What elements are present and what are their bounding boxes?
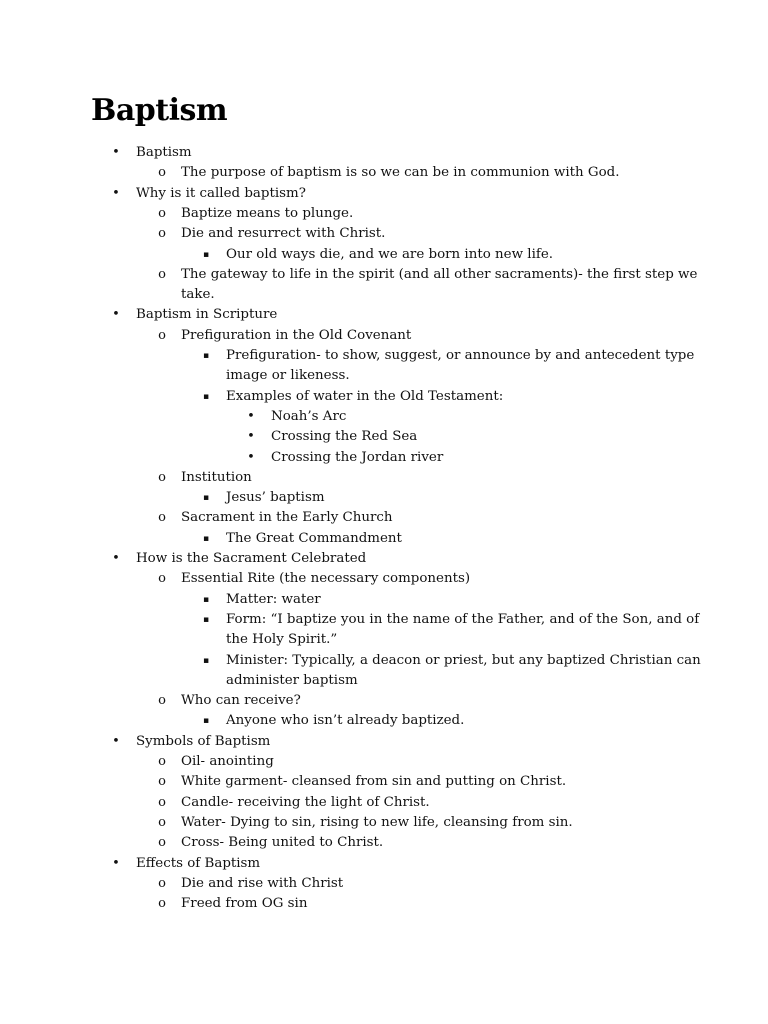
list-item: Essential Rite (the necessary components) — [181, 571, 471, 586]
bullet-marker-level-3: ▪ — [202, 595, 210, 605]
list-item: Jesus’ baptism — [226, 490, 325, 505]
list-item: White garment- cleansed from sin and putting on Christ. — [181, 774, 567, 789]
list-item-continuation: image or likeness. — [226, 368, 350, 383]
list-item: Our old ways die, and we are born into new life. — [226, 247, 553, 262]
page-title: Baptism — [91, 93, 228, 128]
bullet-marker-level-3: ▪ — [202, 656, 210, 666]
bullet-marker-level-3: ▪ — [202, 615, 210, 625]
bullet-marker-level-3: ▪ — [202, 392, 210, 402]
list-item: Die and rise with Christ — [181, 876, 344, 891]
bullet-marker-level-2: o — [158, 774, 166, 789]
bullet-marker-level-3: ▪ — [202, 716, 210, 726]
list-item: Baptism in Scripture — [136, 307, 278, 322]
list-item: Anyone who isn’t already baptized. — [226, 713, 465, 728]
bullet-marker-level-2: o — [158, 754, 166, 769]
bullet-marker-level-4: • — [247, 409, 255, 424]
bullet-marker-level-3: ▪ — [202, 351, 210, 361]
bullet-marker-level-1: • — [112, 307, 120, 322]
list-item: Oil- anointing — [181, 754, 274, 769]
bullet-marker-level-2: o — [158, 693, 166, 708]
bullet-marker-level-2: o — [158, 267, 166, 282]
list-item: Crossing the Red Sea — [271, 429, 418, 444]
bullet-marker-level-2: o — [158, 328, 166, 343]
list-item-continuation: the Holy Spirit.” — [226, 632, 338, 647]
list-item: Baptism — [136, 145, 192, 160]
list-item: The gateway to life in the spirit (and all other sacraments)- the first step we — [181, 267, 698, 282]
bullet-marker-level-2: o — [158, 815, 166, 830]
list-item: Effects of Baptism — [136, 856, 261, 871]
bullet-marker-level-1: • — [112, 734, 120, 749]
bullet-marker-level-4: • — [247, 450, 255, 465]
list-item: Candle- receiving the light of Christ. — [181, 795, 430, 810]
list-item: Examples of water in the Old Testament: — [226, 389, 504, 404]
list-item-continuation: administer baptism — [226, 673, 358, 688]
bullet-marker-level-1: • — [112, 551, 120, 566]
list-item: Institution — [181, 470, 252, 485]
bullet-marker-level-2: o — [158, 896, 166, 911]
list-item: Cross- Being united to Christ. — [181, 835, 384, 850]
bullet-marker-level-1: • — [112, 186, 120, 201]
bullet-marker-level-2: o — [158, 226, 166, 241]
list-item: Die and resurrect with Christ. — [181, 226, 386, 241]
list-item: Water- Dying to sin, rising to new life, cleansing from sin. — [181, 815, 573, 830]
list-item: Crossing the Jordan river — [271, 450, 444, 465]
list-item: Baptize means to plunge. — [181, 206, 354, 221]
bullet-marker-level-3: ▪ — [202, 493, 210, 503]
list-item: Why is it called baptism? — [136, 186, 306, 201]
bullet-marker-level-3: ▪ — [202, 250, 210, 260]
bullet-marker-level-2: o — [158, 835, 166, 850]
bullet-marker-level-2: o — [158, 206, 166, 221]
list-item: Symbols of Baptism — [136, 734, 271, 749]
bullet-marker-level-2: o — [158, 510, 166, 525]
list-item: Prefiguration in the Old Covenant — [181, 328, 412, 343]
bullet-marker-level-2: o — [158, 571, 166, 586]
list-item: How is the Sacrament Celebrated — [136, 551, 367, 566]
list-item: Prefiguration- to show, suggest, or announce by and antecedent type — [226, 348, 695, 363]
bullet-marker-level-2: o — [158, 165, 166, 180]
list-item: The Great Commandment — [226, 531, 402, 546]
list-item-continuation: take. — [181, 287, 215, 302]
bullet-marker-level-1: • — [112, 856, 120, 871]
list-item: Freed from OG sin — [181, 896, 308, 911]
bullet-marker-level-2: o — [158, 470, 166, 485]
bullet-marker-level-4: • — [247, 429, 255, 444]
list-item: Noah’s Arc — [271, 409, 347, 424]
bullet-marker-level-1: • — [112, 145, 120, 160]
bullet-marker-level-2: o — [158, 876, 166, 891]
bullet-marker-level-2: o — [158, 795, 166, 810]
list-item: Sacrament in the Early Church — [181, 510, 393, 525]
list-item: Matter: water — [226, 592, 321, 607]
list-item: Minister: Typically, a deacon or priest, but any baptized Christian can — [226, 653, 701, 668]
list-item: Form: “I baptize you in the name of the Father, and of the Son, and of — [226, 612, 700, 627]
bullet-marker-level-3: ▪ — [202, 534, 210, 544]
list-item: The purpose of baptism is so we can be in communion with God. — [181, 165, 620, 180]
list-item: Who can receive? — [181, 693, 301, 708]
